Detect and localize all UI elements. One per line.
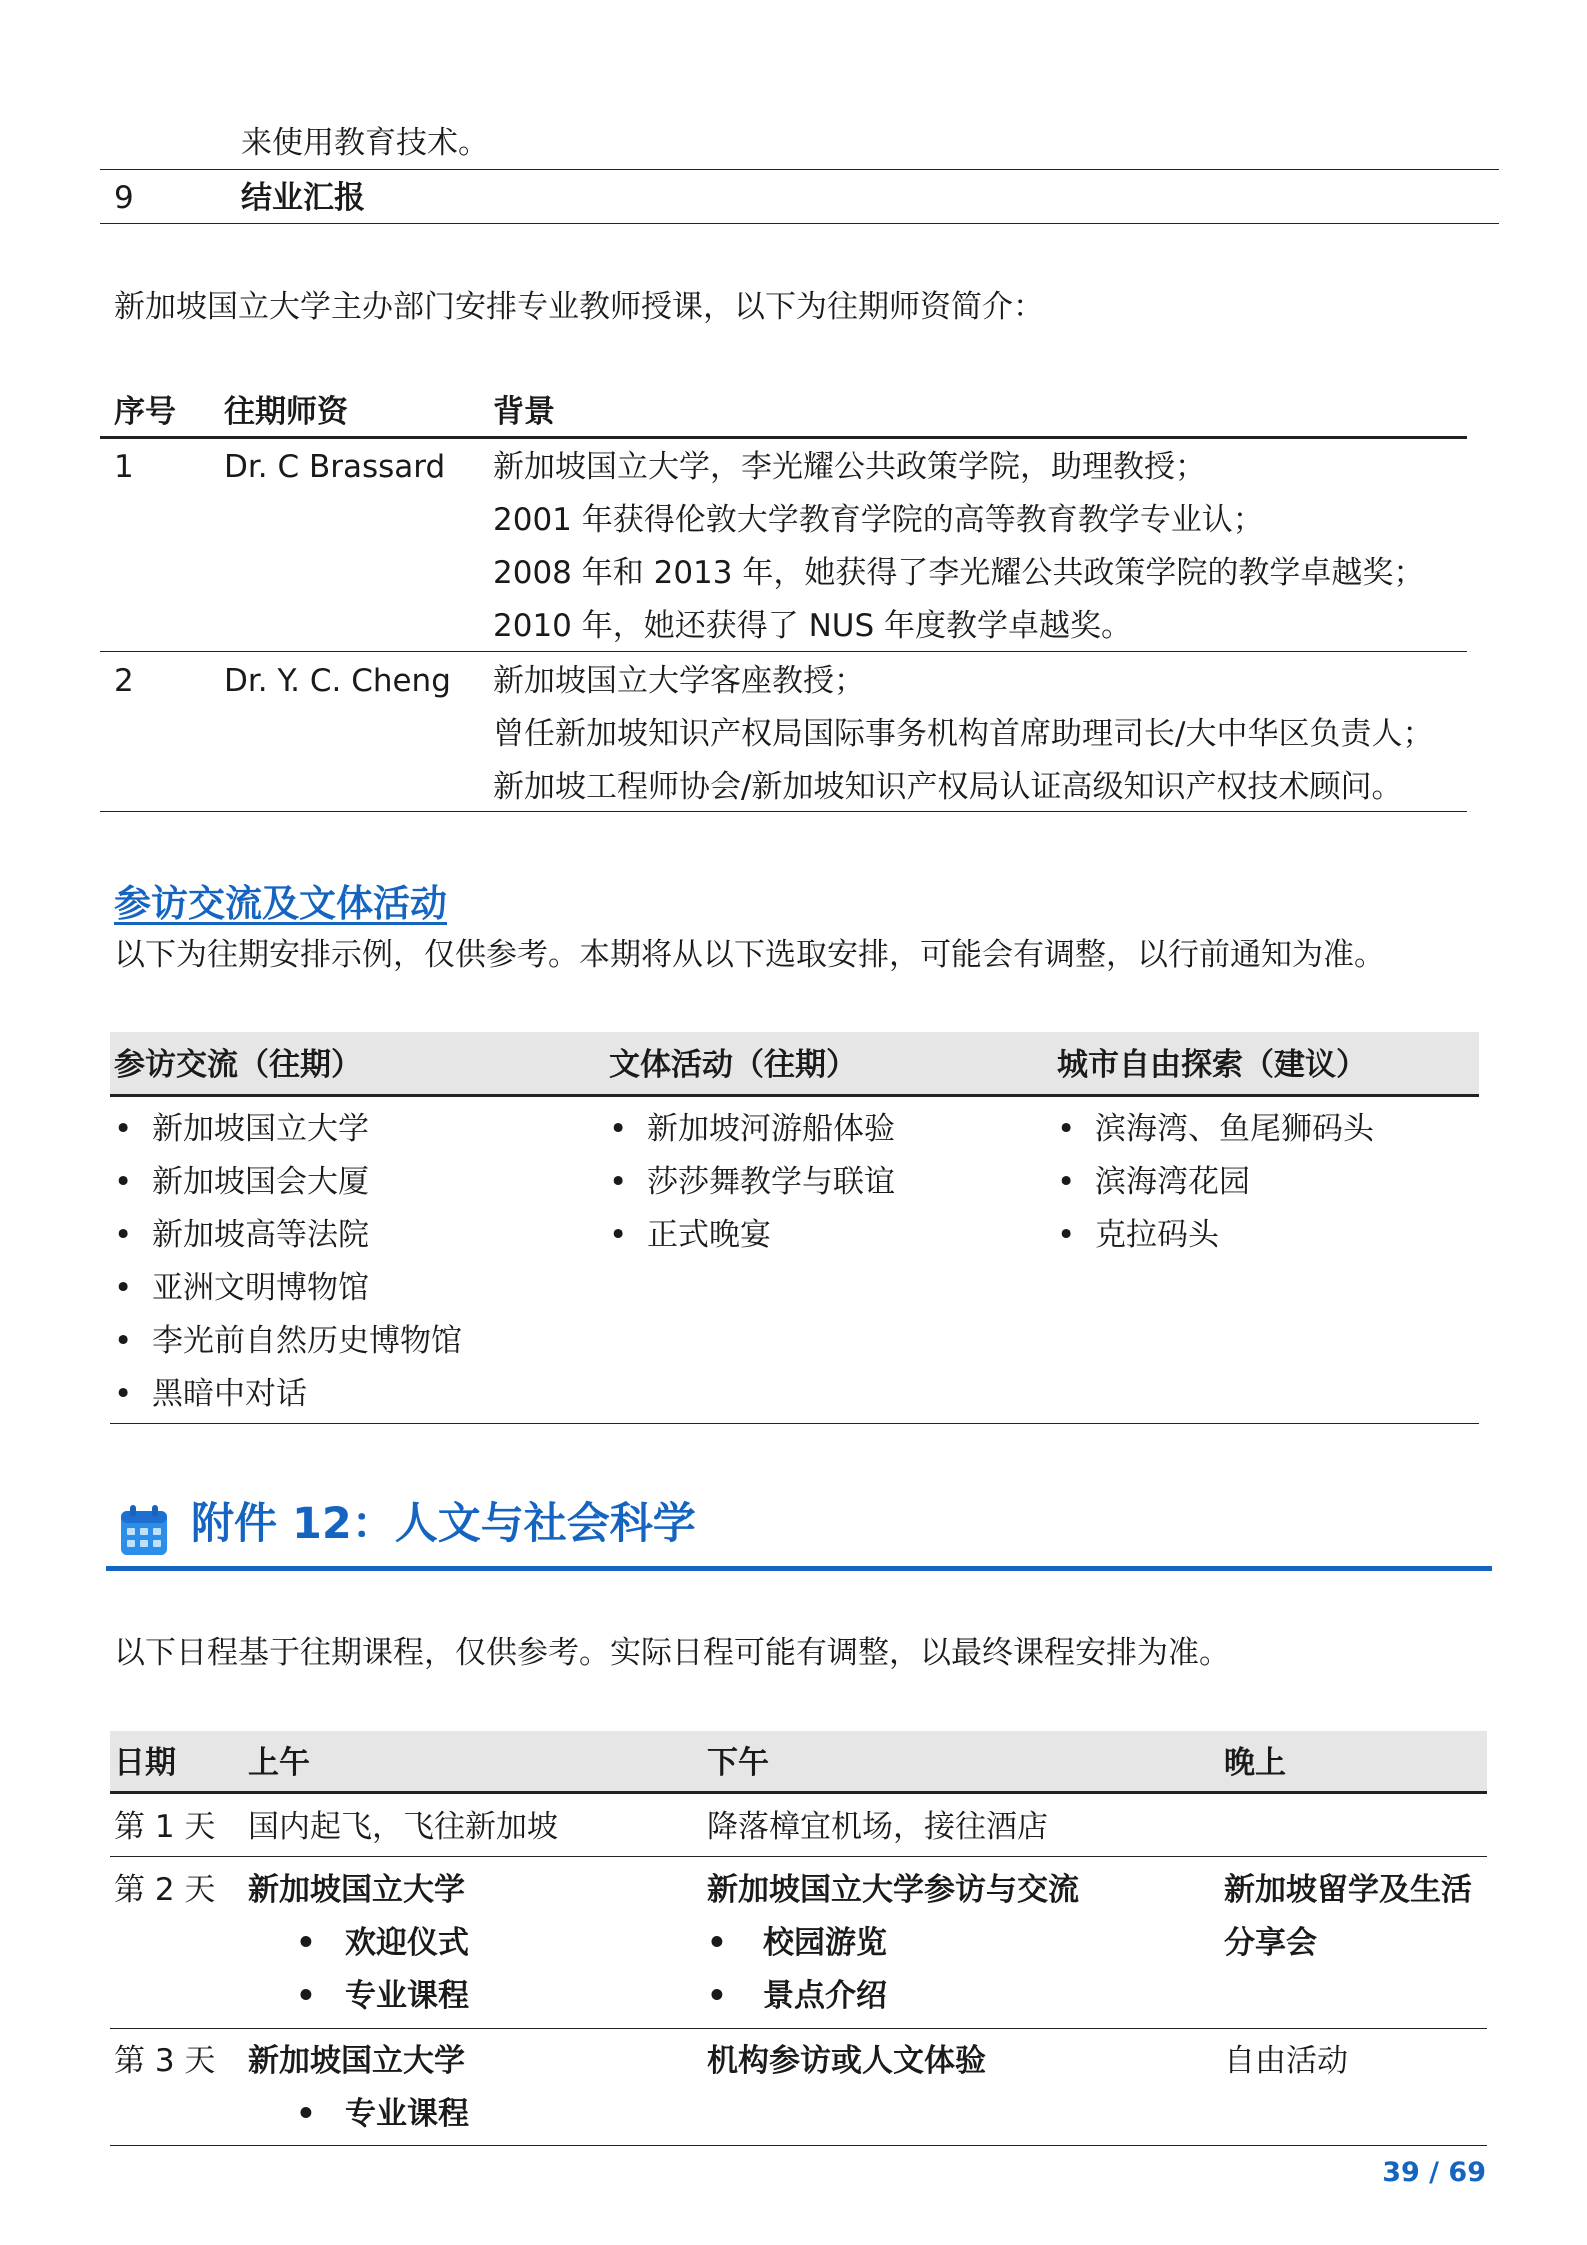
faculty-row1-line1: 新加坡国立大学，李光耀公共政策学院，助理教授； [493, 449, 1206, 485]
list-item: • 滨海湾、鱼尾狮码头 [1057, 1103, 1374, 1156]
visit-table-bottom-rule [110, 1423, 1479, 1424]
visit-section-intro: 以下为往期安排示例，仅供参考。本期将从以下选取安排，可能会有调整，以行前通知为准。 [114, 937, 1385, 973]
schedule-header-rule [110, 1791, 1487, 1794]
schedule-day2-date: 第 2 天 [114, 1872, 216, 1908]
schedule-header-morning: 上午 [248, 1745, 310, 1781]
schedule-day2-morning-item2-text: 专业课程 [345, 1978, 469, 2014]
schedule-day3-morning: 新加坡国立大学 [248, 2043, 465, 2079]
schedule-day3-evening: 自由活动 [1224, 2043, 1348, 2079]
visit-col1-list [114, 1103, 462, 1421]
faculty-header-rule [100, 436, 1467, 439]
schedule-row-divider [110, 1856, 1487, 1857]
faculty-row1-line4: 2010 年，她还获得了 NUS 年度教学卓越奖。 [493, 608, 1133, 644]
schedule-day3-date: 第 3 天 [114, 2043, 216, 2079]
schedule-day2-morning-item1-text: 欢迎仪式 [345, 1925, 469, 1961]
schedule-day2-afternoon: 新加坡国立大学参访与交流 [707, 1872, 1079, 1908]
page-number: 39 / 69 [1382, 2157, 1486, 2188]
list-item: • 新加坡国会大厦 [114, 1156, 462, 1209]
list-item: • 新加坡河游船体验 [609, 1103, 895, 1156]
calendar-icon [119, 1505, 169, 1557]
schedule-day2-afternoon-item1 [707, 1923, 907, 1963]
schedule-day1-date: 第 1 天 [114, 1809, 216, 1845]
schedule-day2-morning: 新加坡国立大学 [248, 1872, 465, 1908]
faculty-row1-line3: 2008 年和 2013 年，她获得了李光耀公共政策学院的教学卓越奖； [493, 555, 1425, 591]
appendix-title-rule [106, 1566, 1492, 1571]
list-item: • 李光前自然历史博物馆 [114, 1315, 462, 1368]
prev-table-bottom-rule [100, 223, 1499, 224]
prev-table-row-continuation: 来使用教育技术。 [241, 125, 489, 161]
schedule-day2-evening-line1: 新加坡留学及生活 [1224, 1872, 1472, 1908]
list-item: • 新加坡国立大学 [114, 1103, 462, 1156]
list-item: • 新加坡高等法院 [114, 1209, 462, 1262]
schedule-day3-morning-item1 [296, 2094, 496, 2134]
visit-col2-header: 文体活动（往期） [609, 1047, 857, 1083]
list-item: • 克拉码头 [1057, 1209, 1374, 1262]
faculty-header-num: 序号 [114, 394, 176, 430]
faculty-header-name: 往期师资 [224, 394, 348, 430]
faculty-table-bottom-rule [100, 811, 1467, 812]
appendix-intro: 以下日程基于往期课程，仅供参考。实际日程可能有调整，以最终课程安排为准。 [114, 1635, 1230, 1671]
schedule-day2-afternoon-item2-text: 景点介绍 [763, 1978, 887, 2014]
schedule-day2-morning-item1 [296, 1923, 496, 1963]
faculty-row2-name: Dr. Y. C. Cheng [224, 663, 451, 699]
bullet-dot: • [296, 2096, 316, 2132]
list-item: • 滨海湾花园 [1057, 1156, 1374, 1209]
list-item: • 亚洲文明博物馆 [114, 1262, 462, 1315]
prev-table-row9-title: 结业汇报 [241, 180, 365, 216]
schedule-table-bottom-rule [110, 2145, 1487, 2146]
schedule-day1-morning: 国内起飞，飞往新加坡 [248, 1809, 558, 1845]
visit-col1-header: 参访交流（往期） [114, 1047, 362, 1083]
schedule-day1-afternoon: 降落樟宜机场，接往酒店 [707, 1809, 1048, 1845]
bullet-dot: • [707, 1978, 727, 2014]
faculty-row1-line2: 2001 年获得伦敦大学教育学院的高等教育教学专业认； [493, 502, 1264, 538]
visit-section-title[interactable]: 参访交流及文体活动 [114, 882, 447, 925]
schedule-day2-afternoon-item1-text: 校园游览 [763, 1925, 887, 1961]
visit-col3-list [1057, 1103, 1374, 1262]
list-item: • 莎莎舞教学与联谊 [609, 1156, 895, 1209]
faculty-row1-num: 1 [114, 449, 134, 485]
faculty-header-background: 背景 [493, 394, 555, 430]
appendix-title: 附件 12：人文与社会科学 [191, 1499, 696, 1549]
faculty-intro: 新加坡国立大学主办部门安排专业教师授课，以下为往期师资简介： [114, 289, 1044, 325]
schedule-row-divider [110, 2028, 1487, 2029]
visit-col3-header: 城市自由探索（建议） [1057, 1047, 1367, 1083]
list-item: • 正式晚宴 [609, 1209, 895, 1262]
list-item: • 黑暗中对话 [114, 1368, 462, 1421]
visit-col2-list [609, 1103, 895, 1262]
bullet-dot: • [707, 1925, 727, 1961]
schedule-header-evening: 晚上 [1224, 1745, 1286, 1781]
schedule-day3-afternoon: 机构参访或人文体验 [707, 2043, 986, 2079]
prev-table-divider [100, 169, 1499, 170]
schedule-day2-morning-item2 [296, 1976, 496, 2016]
bullet-dot: • [296, 1925, 316, 1961]
faculty-row2-line2: 曾任新加坡知识产权局国际事务机构首席助理司长/大中华区负责人； [493, 716, 1434, 752]
prev-table-row9-number: 9 [114, 180, 134, 216]
schedule-header-date: 日期 [114, 1745, 176, 1781]
faculty-row2-line1: 新加坡国立大学客座教授； [493, 663, 865, 699]
faculty-row1-name: Dr. C Brassard [224, 449, 446, 485]
faculty-row2-num: 2 [114, 663, 134, 699]
schedule-day2-evening-line2: 分享会 [1224, 1925, 1317, 1961]
faculty-row2-line3: 新加坡工程师协会/新加坡知识产权局认证高级知识产权技术顾问。 [493, 769, 1403, 805]
schedule-day2-afternoon-item2 [707, 1976, 907, 2016]
faculty-row-divider [100, 651, 1467, 652]
visit-table-header-rule [110, 1094, 1479, 1097]
bullet-dot: • [296, 1978, 316, 2014]
schedule-day3-morning-item1-text: 专业课程 [345, 2096, 469, 2132]
schedule-header-afternoon: 下午 [707, 1745, 769, 1781]
